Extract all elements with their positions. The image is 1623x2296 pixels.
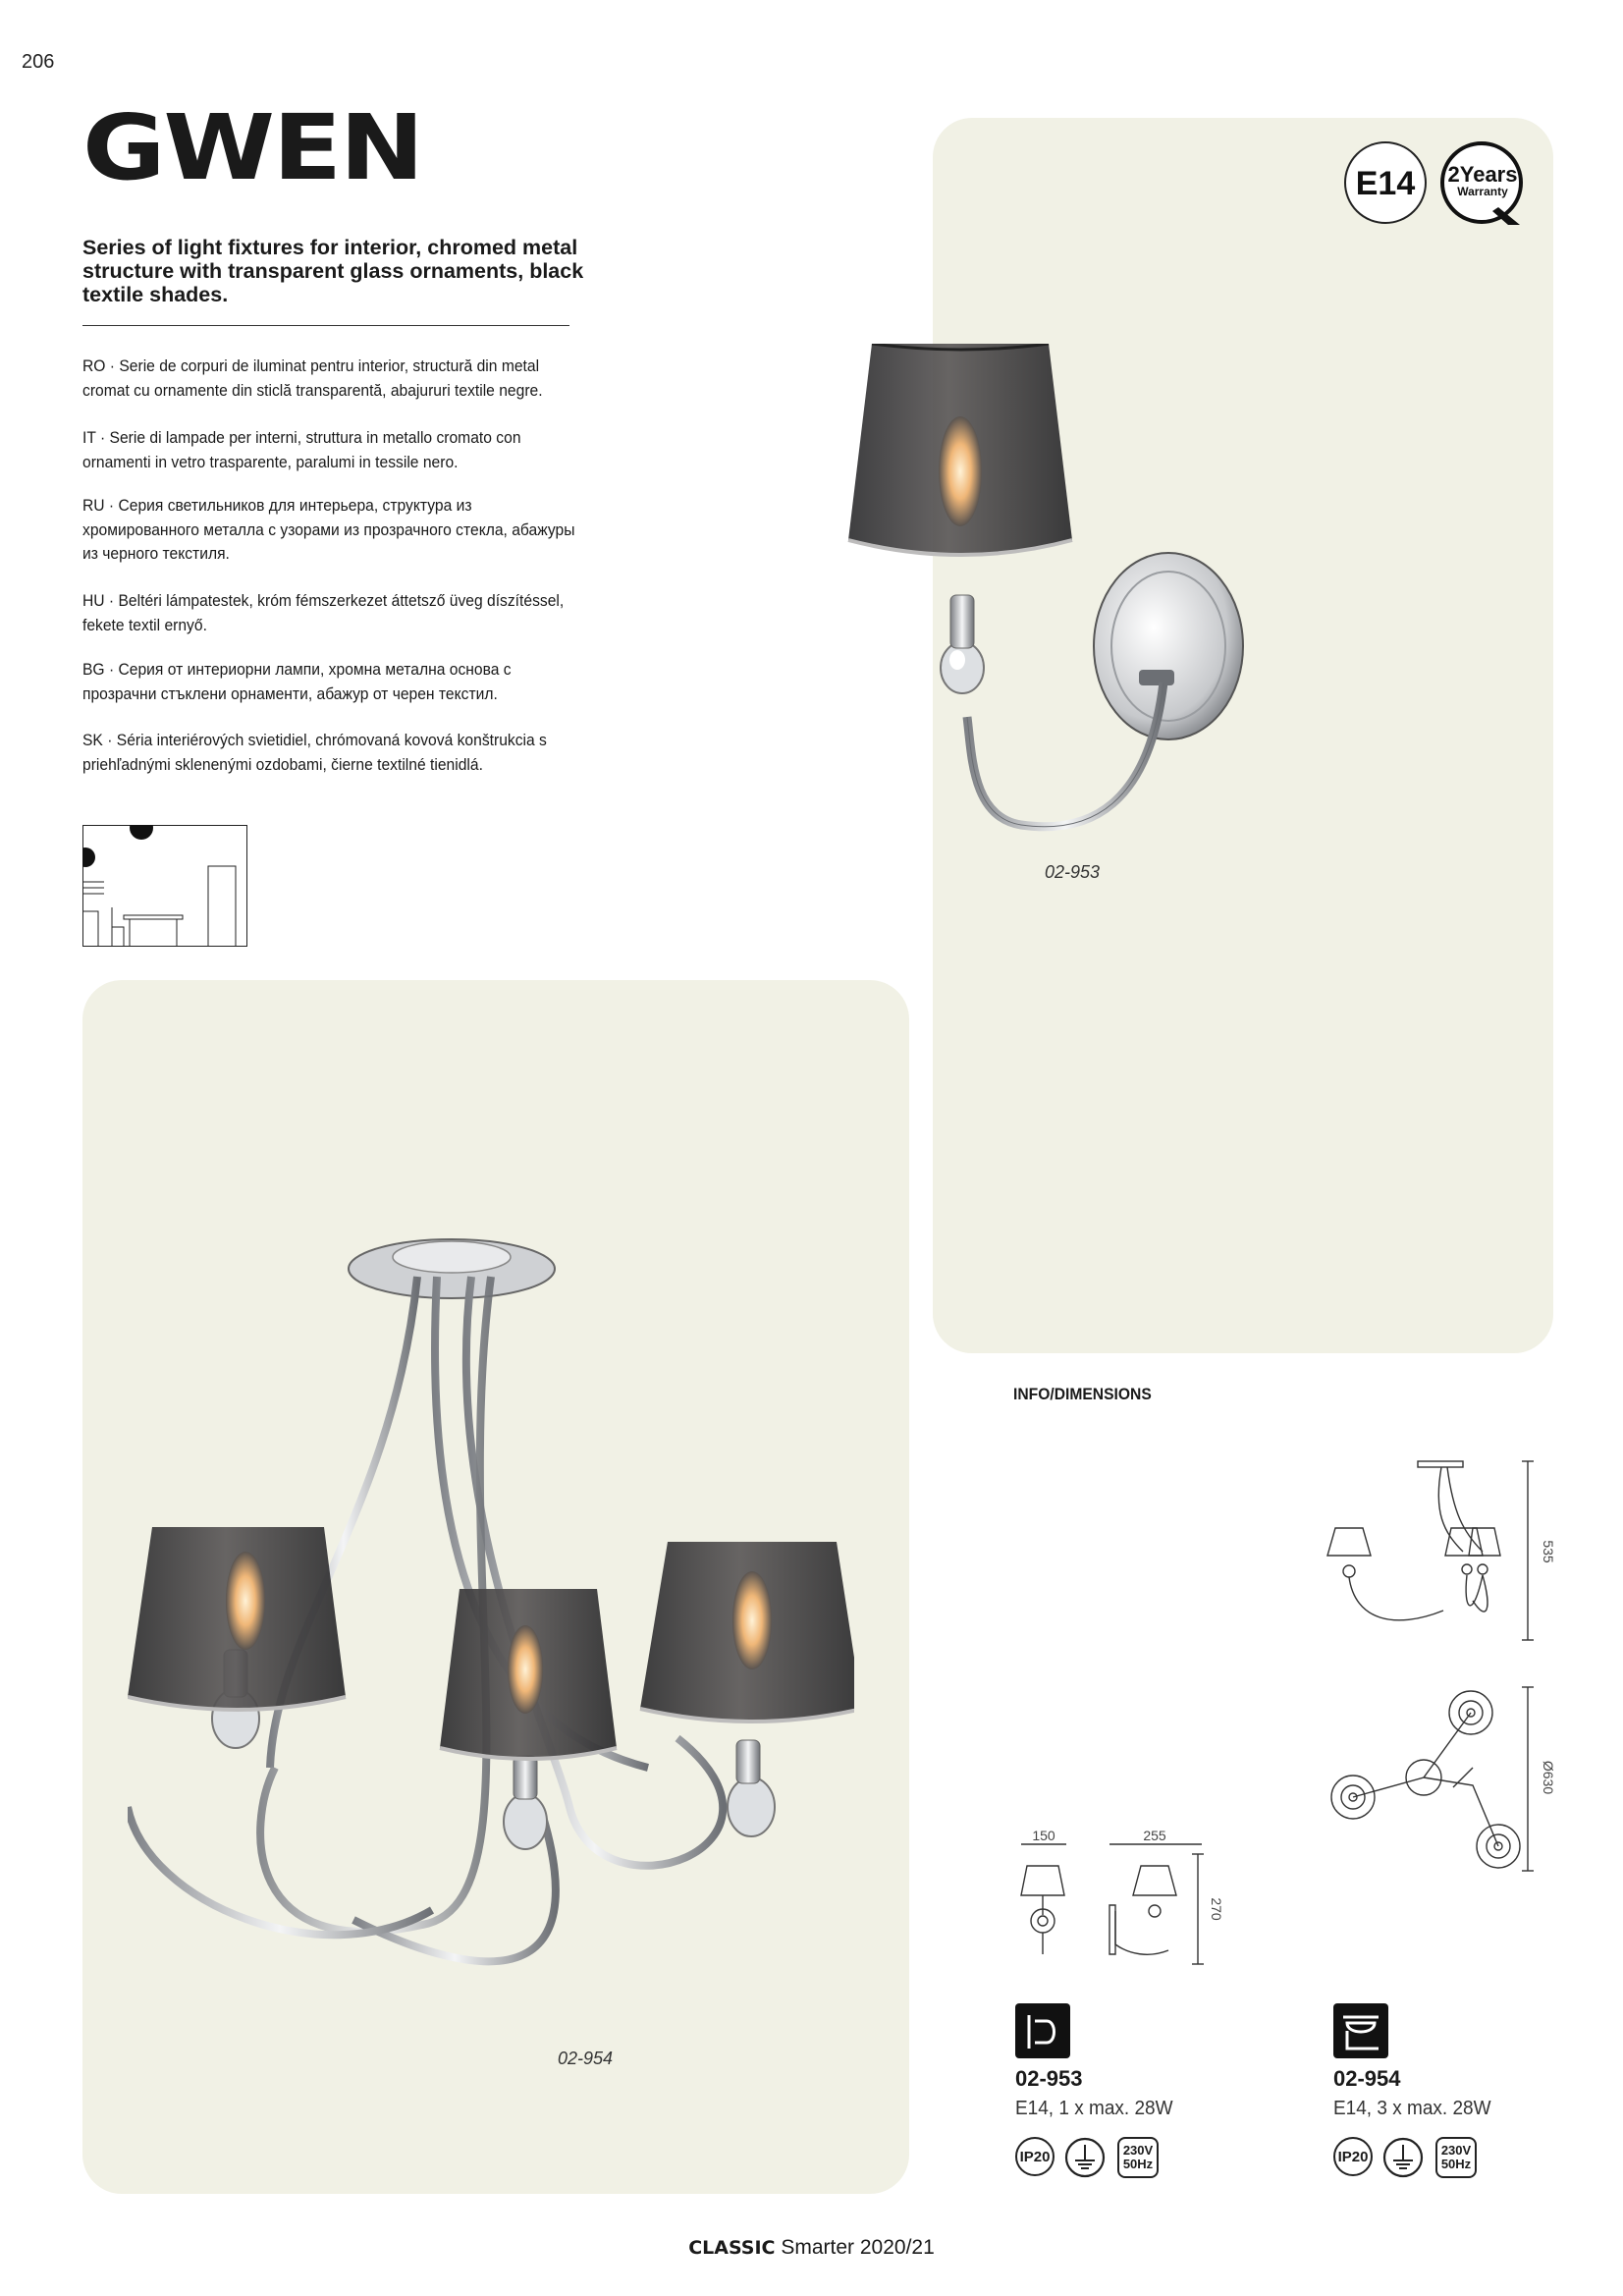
translation-hu: HU · Beltéri lámpatestek, króm fémszerkezet áttetsző üveg díszítéssel, fekete textil ernyő. — [82, 591, 565, 634]
product-spec-954: E14, 3 x max. 28W — [1333, 2098, 1491, 2119]
warranty-word: Warranty — [1457, 185, 1508, 198]
earth-ground-icon — [1382, 2137, 1424, 2178]
product-title: GWEN — [82, 95, 422, 200]
ceiling-lamp-code-label: 02-954 — [558, 2049, 614, 2068]
voltage-badge-954 — [1435, 2137, 1477, 2178]
wall-depth-dim: 255 — [1143, 1828, 1166, 1843]
e14-socket-badge — [1343, 140, 1428, 225]
footer-text: Smarter 2020/21 — [781, 2236, 935, 2259]
page-number: 206 — [22, 51, 55, 73]
wall-lamp-drawing — [1011, 1827, 1237, 1974]
ceiling-side-drawing — [1325, 1453, 1561, 1650]
footer — [0, 2236, 1623, 2260]
info-dimensions-heading: INFO/DIMENSIONS — [1013, 1385, 1152, 1403]
ceiling-diameter-dim: Ø630 — [1541, 1760, 1556, 1795]
footer-brand: CLASSIC — [688, 2237, 776, 2259]
wall-mount-icon — [1015, 2003, 1070, 2058]
product-code-953: 02-953 — [1015, 2066, 1083, 2091]
frequency-label: 50Hz — [1122, 2157, 1154, 2171]
frequency-label: 50Hz — [1440, 2157, 1472, 2171]
translation-sk: SK · Séria interiérových svietidiel, chrómovaná kovová konštrukcia s priehľadnými sklenenými ozdobami, čierne textilné tienidlá. — [82, 731, 547, 774]
translation-ru: RU · Серия светильников для интерьера, структура из хромированного металла с узорами из прозрачного стекла, абажуры из черного текстиля. — [82, 496, 575, 563]
ceiling-height-dim: 535 — [1541, 1540, 1556, 1563]
translation-ro: RO · Serie de corpuri de iluminat pentru interior, structură din metal cromat cu ornamente din sticlă transparentă, abajururi textile negre. — [82, 356, 543, 400]
ceiling-mount-icon — [1333, 2003, 1388, 2058]
ip-rating: IP20 — [1019, 2148, 1051, 2165]
divider — [82, 325, 569, 326]
ip-rating: IP20 — [1337, 2148, 1369, 2165]
wall-width-dim: 150 — [1032, 1828, 1055, 1843]
earth-ground-icon — [1064, 2137, 1106, 2178]
warranty-years: 2Years — [1447, 162, 1518, 187]
room-placement-icon — [82, 825, 247, 947]
voltage-label: 230V — [1122, 2143, 1154, 2158]
translation-bg: BG · Серия от интериорни лампи, хромна метална основа с прозрачни стъклени орнаменти, абажур от черен текстил. — [82, 660, 512, 703]
intro-text: Series of light fixtures for interior, chromed metal structure with transparent glass ornaments, black textile shades. — [82, 236, 584, 306]
ip20-badge-954 — [1333, 2137, 1373, 2176]
wall-height-dim: 270 — [1209, 1897, 1224, 1921]
wall-lamp-code-label: 02-953 — [1045, 862, 1101, 882]
product-spec-953: E14, 1 x max. 28W — [1015, 2098, 1173, 2119]
ip20-badge-953 — [1015, 2137, 1055, 2176]
voltage-label: 230V — [1440, 2143, 1472, 2158]
voltage-badge-953 — [1117, 2137, 1159, 2178]
wall-lamp-image — [825, 344, 1276, 864]
product-code-954: 02-954 — [1333, 2066, 1401, 2091]
translation-it: IT · Serie di lampade per interni, struttura in metallo cromato con ornamenti in vetro trasparente, paralumi in tessile nero. — [82, 428, 521, 471]
warranty-badge — [1439, 140, 1530, 229]
ceiling-lamp-image — [128, 1218, 854, 2023]
e14-label: E14 — [1355, 165, 1416, 202]
ceiling-top-drawing — [1325, 1669, 1561, 1886]
